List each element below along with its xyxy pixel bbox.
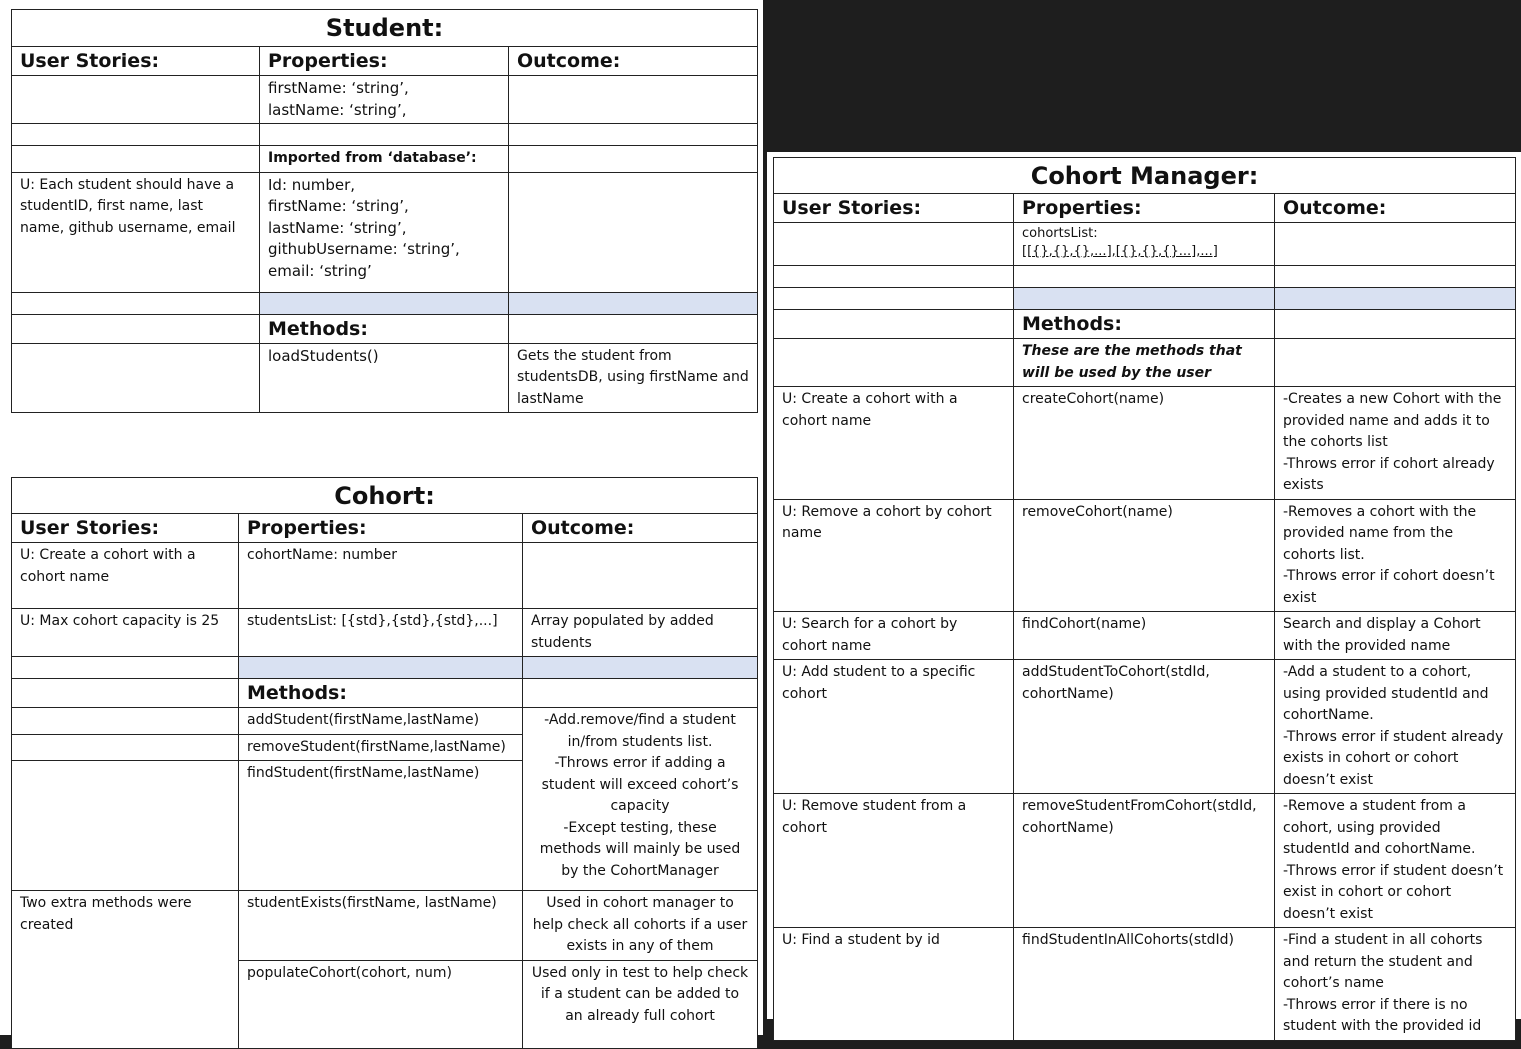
cohort-story-extra: Two extra methods were created [12,891,239,1049]
student-basic-properties: firstName: ‘string’, lastName: ‘string’, [260,76,509,124]
manager-properties: cohortsList: [[{},{},{},...],[{},{},{}...],...] [1014,223,1275,266]
cohort-outcome-populate: Used only in test to help check if a student can be added to an already full cohort [523,960,758,1048]
cohort-title: Cohort: [12,478,758,514]
student-methods-label: Methods: [260,314,509,343]
manager-story-create: U: Create a cohort with a cohort name [774,387,1014,500]
manager-outcome-find-student: -Find a student in all cohorts and return the student and cohort’s name -Throws error if there is no student with the provided id [1275,928,1516,1041]
manager-method-remove-student: removeStudentFromCohort(stdId, cohortName) [1014,794,1275,928]
cohort-table [11,477,758,1049]
manager-header-properties: Properties: [1014,194,1275,223]
manager-outcome-add-student: -Add a student to a cohort, using provided studentId and cohortName. -Throws error if student already exists in cohort or cohort doesn’t exist [1275,660,1516,794]
cohort-outcome-list: Array populated by added students [523,609,758,657]
left-document-page [0,0,763,1035]
manager-header-outcome: Outcome: [1275,194,1516,223]
cohort-header-outcome: Outcome: [523,514,758,543]
cohort-outcome-exists: Used in cohort manager to help check all cohorts if a user exists in any of them [523,891,758,961]
cohort-method-populate: populateCohort(cohort, num) [239,960,523,1048]
manager-outcome-remove: -Removes a cohort with the provided name from the cohorts list. -Throws error if cohort doesn’t exist [1275,499,1516,612]
manager-outcome-find: Search and display a Cohort with the provided name [1275,612,1516,660]
manager-header-stories: User Stories: [774,194,1014,223]
student-table [11,9,758,413]
cohort-method-exists: studentExists(firstName, lastName) [239,891,523,961]
cohort-prop-list: studentsList: [{std},{std},{std},...] [239,609,523,657]
manager-outcome-remove-student: -Remove a student from a cohort, using provided studentId and cohortName. -Throws error if student doesn’t exist in cohort or cohort doesn’t exist [1275,794,1516,928]
manager-method-find-student: findStudentInAllCohorts(stdId) [1014,928,1275,1041]
cohort-methods-label: Methods: [239,679,523,708]
manager-outcome-create: -Creates a new Cohort with the provided name and adds it to the cohorts list -Throws error if cohort already exists [1275,387,1516,500]
imported-label: Imported from ‘database’: [260,146,509,173]
cohort-header-properties: Properties: [239,514,523,543]
manager-methods-label: Methods: [1014,310,1275,339]
manager-table [773,157,1516,1041]
student-title: Student: [12,10,758,47]
manager-story-find-student: U: Find a student by id [774,928,1014,1041]
cohort-header-stories: User Stories: [12,514,239,543]
cohort-outcome-methods: -Add.remove/find a student in/from students list. -Throws error if adding a student will exceed cohort’s capacity -Except testing, these methods will mainly be used by the CohortManager [523,708,758,891]
cohort-prop-name: cohortName: number [239,543,523,609]
student-method-load: loadStudents() [260,343,509,413]
manager-method-create: createCohort(name) [1014,387,1275,500]
student-header-outcome: Outcome: [509,47,758,76]
manager-story-add-student: U: Add student to a specific cohort [774,660,1014,794]
cohort-method-remove: removeStudent(firstName,lastName) [239,734,523,761]
cohort-method-find: findStudent(firstName,lastName) [239,761,523,891]
cohort-story-max: U: Max cohort capacity is 25 [12,609,239,657]
student-header-properties: Properties: [260,47,509,76]
manager-methods-note: These are the methods that will be used by the user [1014,339,1275,387]
student-story-each: U: Each student should have a studentID, first name, last name, github username, email [12,172,260,292]
cohort-method-add: addStudent(firstName,lastName) [239,708,523,735]
manager-method-add-student: addStudentToCohort(stdId, cohortName) [1014,660,1275,794]
manager-method-find: findCohort(name) [1014,612,1275,660]
manager-story-remove-student: U: Remove student from a cohort [774,794,1014,928]
student-outcome-load: Gets the student from studentsDB, using firstName and lastName [509,343,758,413]
cohort-story-create: U: Create a cohort with a cohort name [12,543,239,609]
right-document-page [767,152,1521,1034]
manager-story-find: U: Search for a cohort by cohort name [774,612,1014,660]
manager-title: Cohort Manager: [774,158,1516,194]
student-header-stories: User Stories: [12,47,260,76]
manager-story-remove: U: Remove a cohort by cohort name [774,499,1014,612]
student-imported-properties: Id: number, firstName: ‘string’, lastName: ‘string’, githubUsername: ‘string’, email: ‘string’ [260,172,509,292]
manager-method-remove: removeCohort(name) [1014,499,1275,612]
